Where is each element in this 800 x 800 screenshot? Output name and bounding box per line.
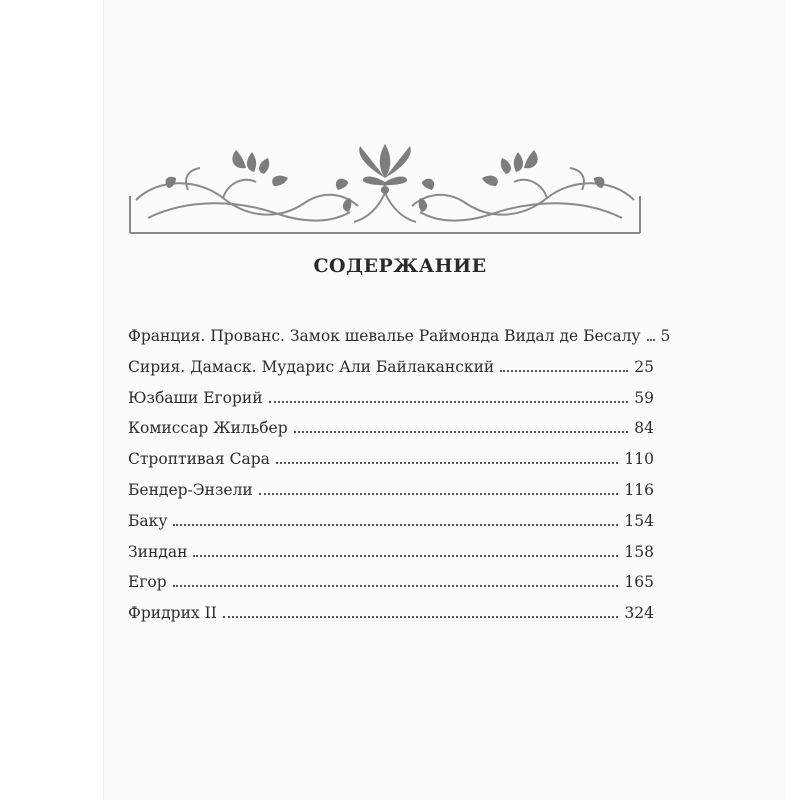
toc-entry	[128, 604, 654, 635]
dot-leader	[276, 462, 619, 464]
toc-entry	[128, 389, 654, 420]
toc-entry	[128, 543, 654, 574]
toc-entry	[128, 573, 654, 604]
toc-entry	[128, 512, 654, 543]
dot-leader	[173, 524, 618, 526]
table-of-contents	[128, 327, 671, 635]
toc-entry-title: Сирия. Дамаск. Мударис Али Байлаканский	[128, 357, 495, 376]
toc-entry-page: 154	[624, 511, 654, 530]
toc-entry-page: 59	[634, 388, 654, 407]
toc-entry-title: Фридрих II	[128, 604, 217, 623]
dot-leader	[173, 585, 619, 587]
toc-entry-page: 84	[634, 419, 654, 438]
toc-entry-title: Зиндан	[128, 542, 188, 561]
toc-entry-page: 165	[624, 573, 654, 592]
dot-leader	[500, 370, 628, 372]
toc-entry	[128, 327, 671, 358]
toc-entry-page: 324	[624, 604, 654, 623]
toc-entry-page: 25	[634, 357, 654, 376]
toc-entry-title: Франция. Прованс. Замок шевалье Раймонда Видал де Бесалу	[128, 327, 641, 345]
floral-ornament-icon	[128, 138, 642, 240]
toc-entry-title: Строптивая Сара	[128, 450, 270, 469]
toc-entry-page: 158	[624, 542, 654, 561]
toc-entry-title: Комиссар Жильбер	[128, 419, 288, 438]
dot-leader	[259, 493, 619, 495]
toc-entry	[128, 358, 654, 389]
page-title: СОДЕРЖАНИЕ	[313, 255, 487, 277]
toc-entry-page: 116	[624, 480, 654, 499]
toc-entry-title: Егор	[128, 573, 167, 592]
toc-entry-title: Бендер-Энзели	[128, 480, 253, 499]
toc-entry-title: Юзбаши Егорий	[128, 388, 263, 407]
toc-entry	[128, 481, 654, 512]
dot-leader	[647, 339, 655, 341]
dot-leader	[193, 555, 618, 557]
dot-leader	[269, 401, 629, 403]
toc-entry-page: 5	[660, 327, 671, 345]
toc-entry	[128, 450, 654, 481]
dot-leader	[294, 431, 629, 433]
toc-entry-title: Баку	[128, 511, 168, 530]
toc-entry	[128, 419, 654, 450]
toc-entry-page: 110	[624, 450, 654, 469]
dot-leader	[223, 616, 619, 618]
